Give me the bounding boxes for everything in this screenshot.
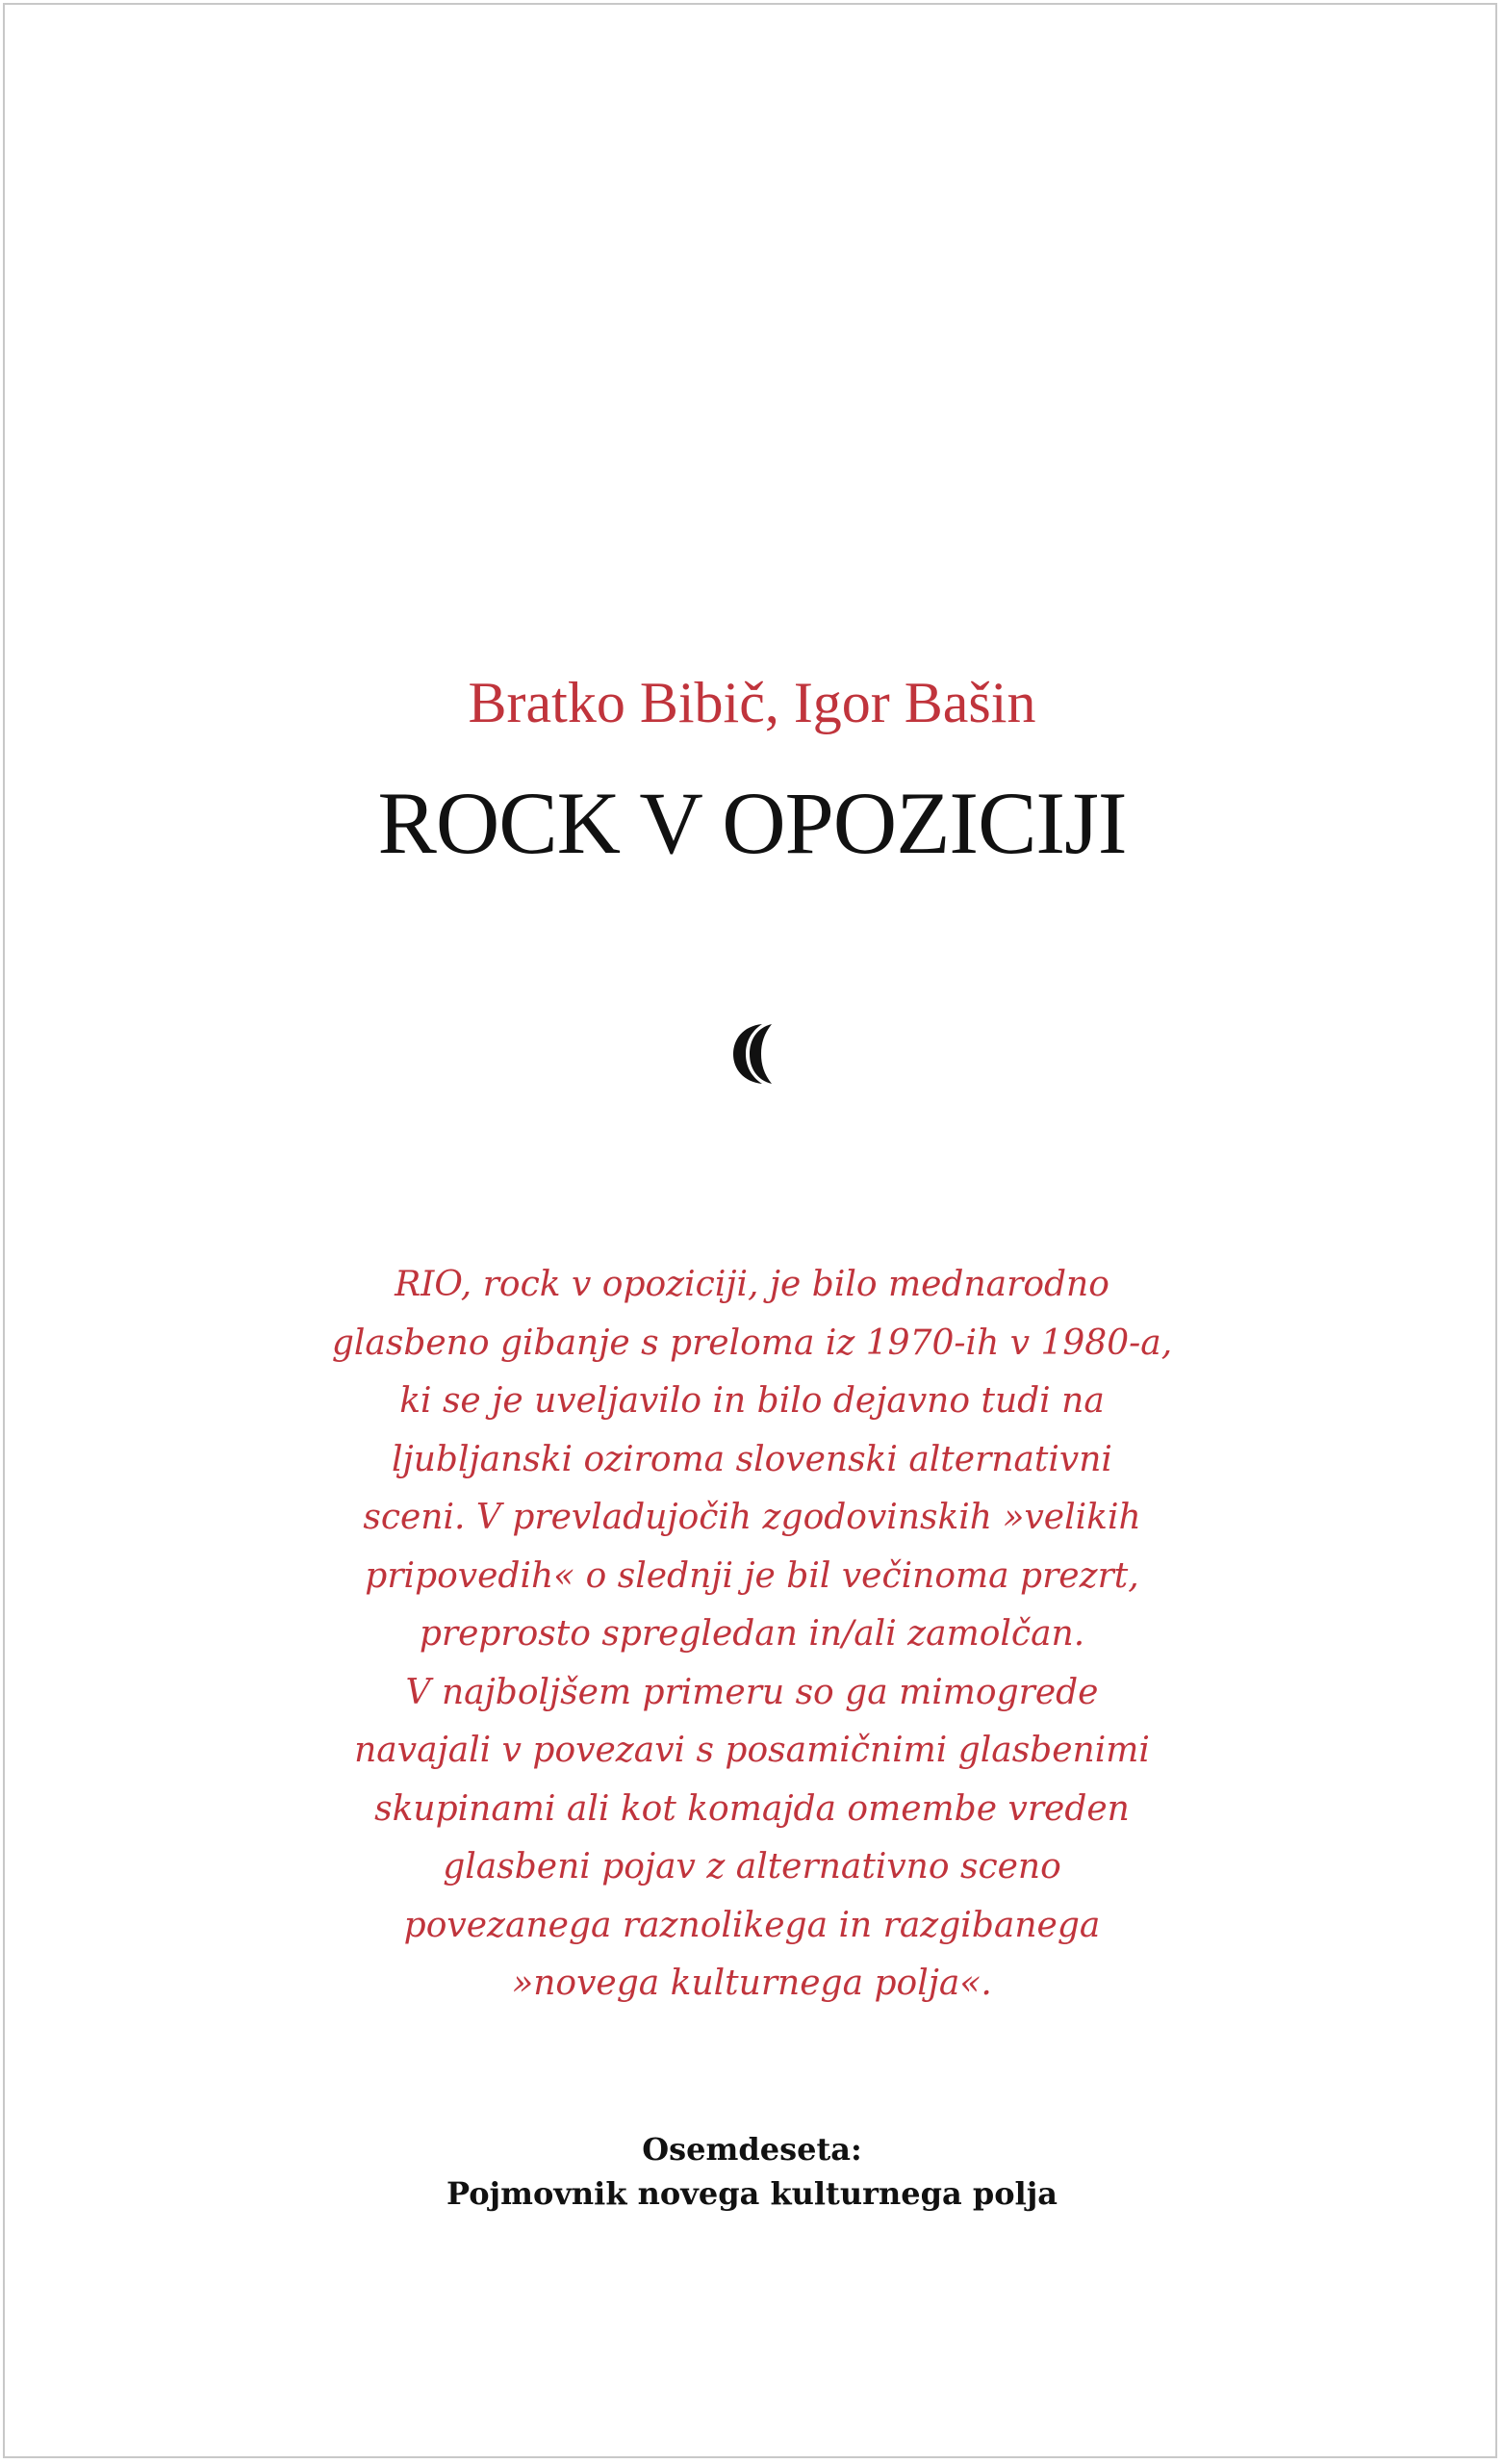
blurb-line: povezanega raznolikega in razgibanega — [403, 1905, 1101, 1945]
series-title: Osemdeseta: — [642, 2131, 862, 2168]
blurb-line: »novega kulturnega polja«. — [512, 1964, 992, 2003]
blurb-line: glasbeno gibanje s preloma iz 1970-ih v 1980-a, — [331, 1322, 1173, 1363]
blurb-line: skupinami ali kot komajda omembe vreden — [374, 1788, 1130, 1829]
series-subtitle: Pojmovnik novega kulturnega polja — [446, 2175, 1058, 2212]
blurb-line: sceni. V prevladujočih zgodovinskih »velikih — [363, 1498, 1141, 1537]
blurb-line: ki se je uveljavilo in bilo dejavno tudi na — [399, 1381, 1105, 1421]
blurb-line: preprosto spregledan in/ali zamolčan. — [419, 1614, 1085, 1654]
description-blurb — [192, 1256, 1312, 2014]
blurb-line: navajali v povezavi s posamičnimi glasbenimi — [354, 1731, 1150, 1770]
blurb-line: V najboljšem primeru so ga mimogrede — [405, 1672, 1099, 1712]
authors: Bratko Bibič, Igor Bašin — [468, 671, 1036, 734]
blurb-line: RIO, rock v opoziciji, je bilo mednarodno — [395, 1265, 1109, 1304]
blurb-line: glasbeni pojav z alternativno sceno — [443, 1847, 1061, 1886]
blurb-line: pripovedih« o slednji je bil večinoma prezrt, — [365, 1555, 1139, 1596]
book-cover — [3, 3, 1497, 2458]
book-title: ROCK V OPOZICIJI — [377, 774, 1127, 872]
crescent-moon-icon — [729, 1020, 777, 1088]
series-name — [0, 2127, 1504, 2216]
blurb-line: ljubljanski oziroma slovenski alternativni — [392, 1439, 1112, 1479]
